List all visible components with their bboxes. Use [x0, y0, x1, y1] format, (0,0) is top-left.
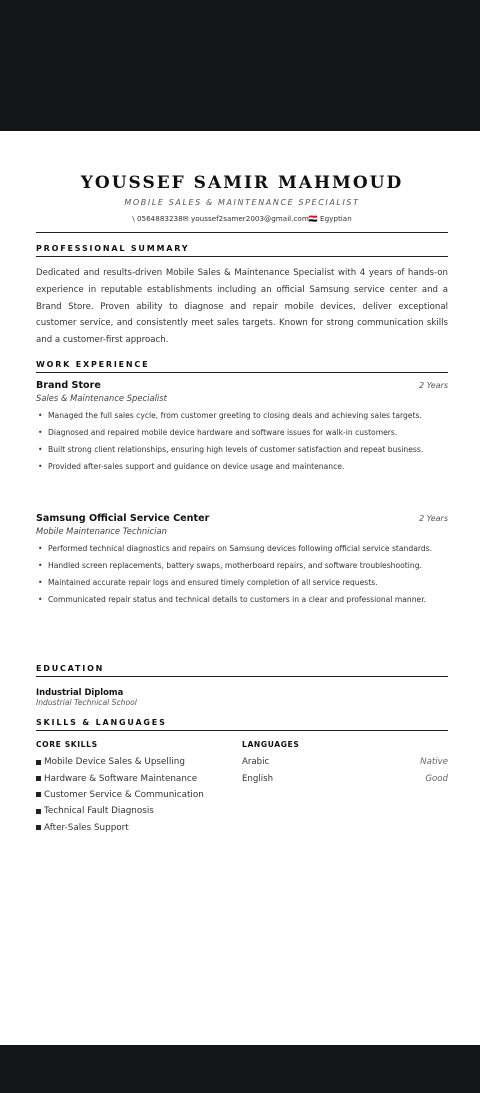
bullet-item: • Performed technical diagnostics and repairs on Samsung devices following official service standards. — [36, 541, 448, 556]
skill-item: Hardware & Software Maintenance — [36, 770, 236, 786]
contact-line: \ 0564883238✉ youssef2samer2003@gmail.com🇪🇬 Egyptian — [132, 214, 352, 223]
core-skills-heading: CORE SKILLS — [36, 740, 98, 749]
summary-heading: PROFESSIONAL SUMMARY — [36, 244, 448, 257]
job-entry — [36, 380, 448, 476]
skills-heading: SKILLS & LANGUAGES — [36, 718, 448, 731]
bullet-item: • Built strong client relationships, ensuring high levels of customer satisfaction and repeat business. — [36, 442, 448, 457]
language-row — [242, 754, 448, 771]
bullet-item: • Managed the full sales cycle, from customer greeting to closing deals and achieving sales targets. — [36, 408, 448, 423]
skill-item: After-Sales Support — [36, 820, 236, 836]
education-school: Industrial Technical School — [36, 698, 137, 707]
skill-item: Technical Fault Diagnosis — [36, 803, 236, 819]
job-entry — [36, 513, 448, 609]
bullet-item: • Maintained accurate repair logs and ensured timely completion of all service requests. — [36, 575, 448, 590]
languages-heading: LANGUAGES — [242, 740, 300, 749]
square-bullet-icon — [36, 792, 41, 797]
experience-heading: WORK EXPERIENCE — [36, 360, 448, 373]
language-level: Native — [420, 757, 448, 768]
job-company: Brand Store — [36, 380, 101, 391]
education-section — [36, 664, 448, 707]
square-bullet-icon — [36, 825, 41, 830]
languages-column — [242, 740, 448, 787]
bullet-item: • Diagnosed and repaired mobile device hardware and software issues for walk-in customers. — [36, 425, 448, 440]
summary-section — [36, 244, 448, 349]
job-duration: 2 Years — [419, 514, 448, 523]
language-row — [242, 771, 448, 788]
experience-section — [36, 360, 448, 373]
summary-text: Dedicated and results-driven Mobile Sales & Maintenance Specialist with 4 years of hands-on experience in reputable establishments including an official Samsung service center and a Brand Store. Proven ability to diagnose and repair mobile devices, deliver exceptional customer service, and consistently meet sales targets. Known for strong communication skills and a customer-first approach. — [36, 268, 448, 346]
job-bullets — [36, 541, 448, 607]
education-degree: Industrial Diploma — [36, 687, 124, 697]
language-name: English — [242, 773, 274, 784]
language-level: Good — [425, 773, 448, 784]
bullet-item: • Handled screen replacements, battery swaps, motherboard repairs, and software troubleshooting. — [36, 558, 448, 573]
job-duration: 2 Years — [419, 381, 448, 390]
job-title: MOBILE SALES & MAINTENANCE SPECIALIST — [124, 198, 360, 207]
education-heading: EDUCATION — [36, 664, 448, 677]
bullet-item: • Communicated repair status and technical details to customers in a clear and professional manner. — [36, 592, 448, 607]
bottom-dark-bar — [0, 1045, 480, 1093]
bullet-item: • Provided after-sales support and guidance on device usage and maintenance. — [36, 459, 448, 474]
square-bullet-icon — [36, 776, 41, 781]
job-bullets — [36, 408, 448, 474]
header-divider — [36, 232, 448, 233]
job-company: Samsung Official Service Center — [36, 513, 210, 524]
square-bullet-icon — [36, 809, 41, 814]
job-role: Sales & Maintenance Specialist — [36, 393, 167, 403]
core-skills-column — [36, 740, 236, 836]
candidate-name: YOUSSEF SAMIR MAHMOUD — [80, 173, 404, 193]
square-bullet-icon — [36, 760, 41, 765]
skills-section — [36, 718, 448, 731]
top-dark-bar — [0, 0, 480, 131]
job-role: Mobile Maintenance Technician — [36, 526, 167, 536]
skill-item: Mobile Device Sales & Upselling — [36, 754, 236, 770]
language-name: Arabic — [242, 757, 270, 768]
skill-item: Customer Service & Communication — [36, 787, 236, 803]
